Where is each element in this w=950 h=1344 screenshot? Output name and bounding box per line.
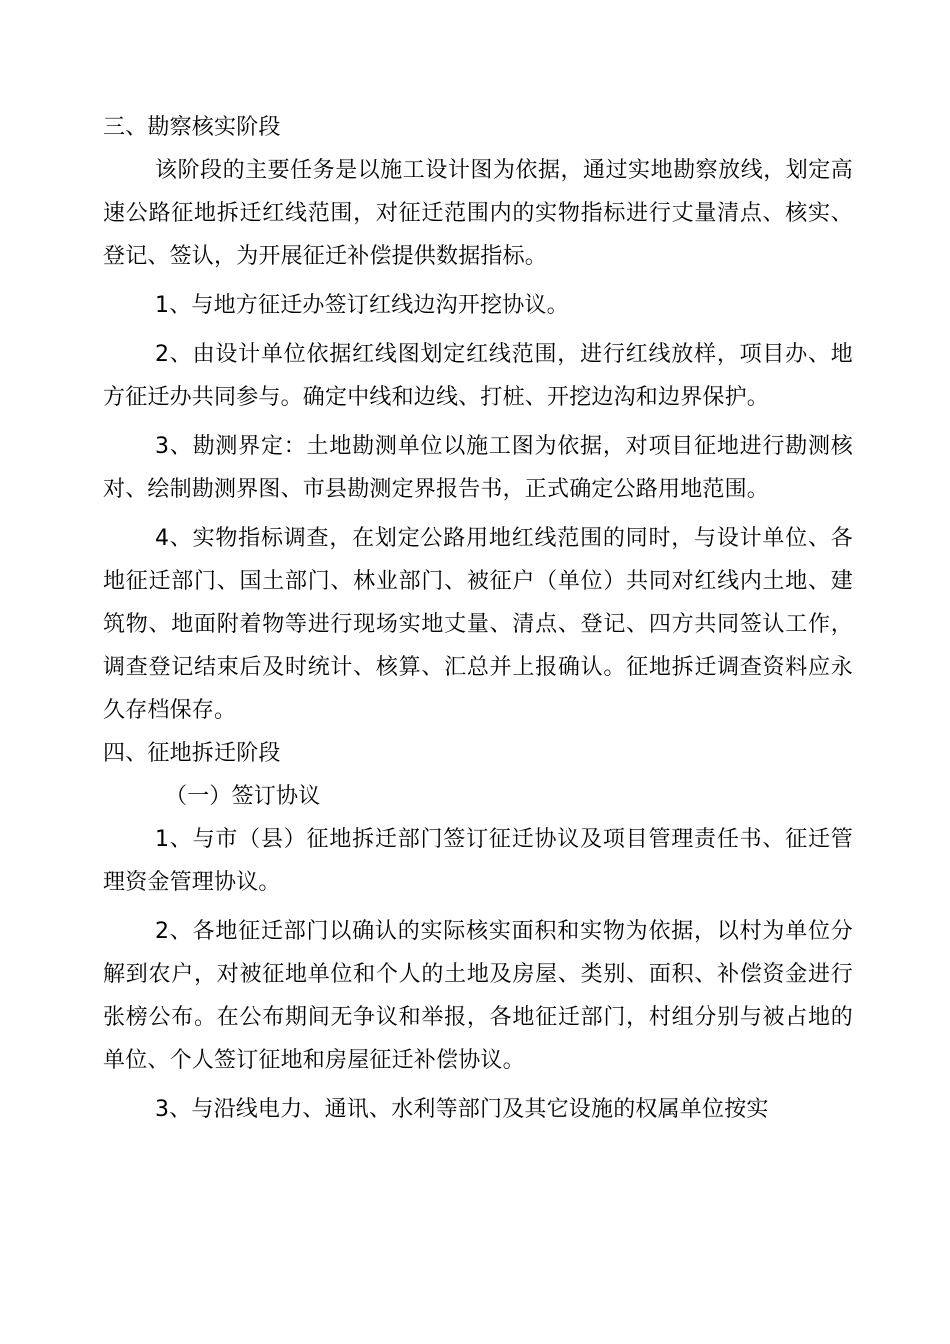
document-body	[103, 106, 853, 1131]
survey-item-1: 1、与地方征迁办签订红线边沟开挖协议。	[155, 293, 569, 318]
section-heading-demolition: 四、征地拆迁阶段	[103, 741, 281, 766]
section-heading-survey: 三、勘察核实阶段	[103, 115, 281, 140]
agreement-item-3: 3、与沿线电力、通讯、水利等部门及其它设施的权属单位按实	[155, 1097, 769, 1122]
agreement-item-2: 2、各地征迁部门以确认的实际核实面积和实物为依据，以村为单位分解到农户，对被征地单位和个人的土地及房屋、类别、面积、补偿资金进行张榜公布。在公布期间无争议和举报，各地征迁部门，村组分别与被占地的单位、个人签订征地和房屋征迁补偿协议。	[103, 919, 853, 1073]
survey-item-2: 2、由设计单位依据红线图划定红线范围，进行红线放样，项目办、地方征迁办共同参与。确定中线和边线、打桩、开挖边沟和边界保护。	[103, 342, 853, 410]
survey-item-4: 4、实物指标调查，在划定公路用地红线范围的同时，与设计单位、各地征迁部门、国土部门、林业部门、被征户（单位）共同对红线内土地、建筑物、地面附着物等进行现场实地丈量、清点、登记、四方共同签认工作，调查登记结束后及时统计、核算、汇总并上报确认。征地拆迁调查资料应永久存档保存。	[103, 526, 853, 723]
section-intro-paragraph: 该阶段的主要任务是以施工设计图为依据，通过实地勘察放线，划定高速公路征地拆迁红线范围，对征迁范围内的实物指标进行丈量清点、核实、登记、签认，为开展征迁补偿提供数据指标。	[103, 158, 853, 269]
subsection-heading-agreement: （一）签订协议	[165, 784, 321, 809]
survey-item-3: 3、勘测界定：土地勘测单位以施工图为依据，对项目征地进行勘测核对、绘制勘测界图、市县勘测定界报告书，正式确定公路用地范围。	[103, 434, 853, 502]
agreement-item-1: 1、与市（县）征地拆迁部门签订征迁协议及项目管理责任书、征迁管理资金管理协议。	[103, 827, 853, 895]
